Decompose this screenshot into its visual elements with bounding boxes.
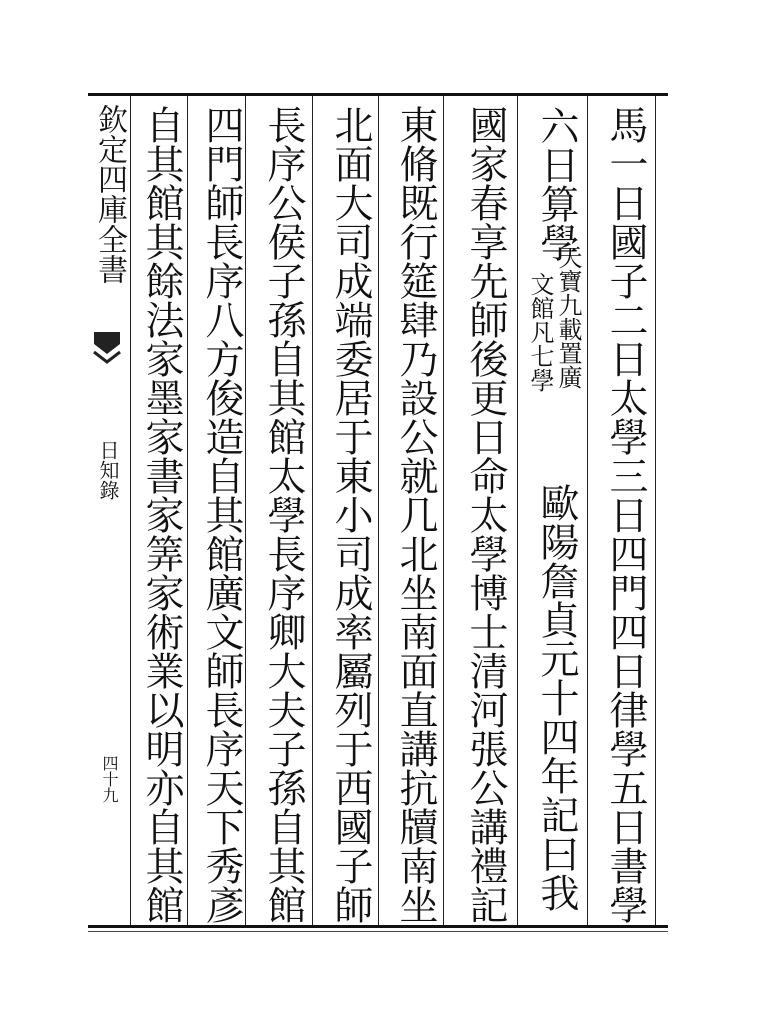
text-column-7: 四門師長序八方俊造自其館廣文師長序天下秀彥 xyxy=(199,104,244,924)
frame-bottom-rule-thin xyxy=(88,931,668,932)
collection-title: 欽定四庫全書 xyxy=(92,104,127,284)
column-rule xyxy=(312,96,313,925)
column-rule xyxy=(443,96,444,925)
attribution-text: 歐陽詹貞元十四年記曰我 xyxy=(534,482,579,912)
note-column-b: 文館凡七學 xyxy=(526,272,554,392)
column-rule xyxy=(517,96,518,925)
text-column-3: 國家春享先師後更日命太學博士清河張公講禮記 xyxy=(463,104,508,924)
text-column-4: 東脩既行筵肆乃設公就几北坐南面直講抗牘南坐 xyxy=(393,104,438,924)
text-column-2: 六日算學 xyxy=(534,106,579,262)
column-rule xyxy=(587,96,588,925)
page-number: 四十九 xyxy=(100,755,119,803)
note-column-a: 天寶九載置廣 xyxy=(554,245,582,389)
column-rule xyxy=(130,96,131,925)
fish-tail-mark-icon xyxy=(92,330,122,366)
text-column-5: 北面大司成端委居于東小司成率屬列于西國子師 xyxy=(328,104,373,924)
column-rule xyxy=(378,96,379,925)
text-column-8: 自其館其餘法家墨家書家筭家術業以明亦自其館 xyxy=(139,104,184,924)
text-column-6: 長序公侯子孫自其館太學長序卿大夫子孫自其館 xyxy=(261,104,306,924)
column-rule xyxy=(245,96,246,925)
frame-bottom-rule xyxy=(88,925,668,928)
text-column-1: 馬一日國子二日太學三日四門四日律學五日書學 xyxy=(603,104,648,924)
column-rule xyxy=(187,96,188,925)
column-rule xyxy=(655,96,656,925)
book-title: 日知錄 xyxy=(96,440,120,500)
